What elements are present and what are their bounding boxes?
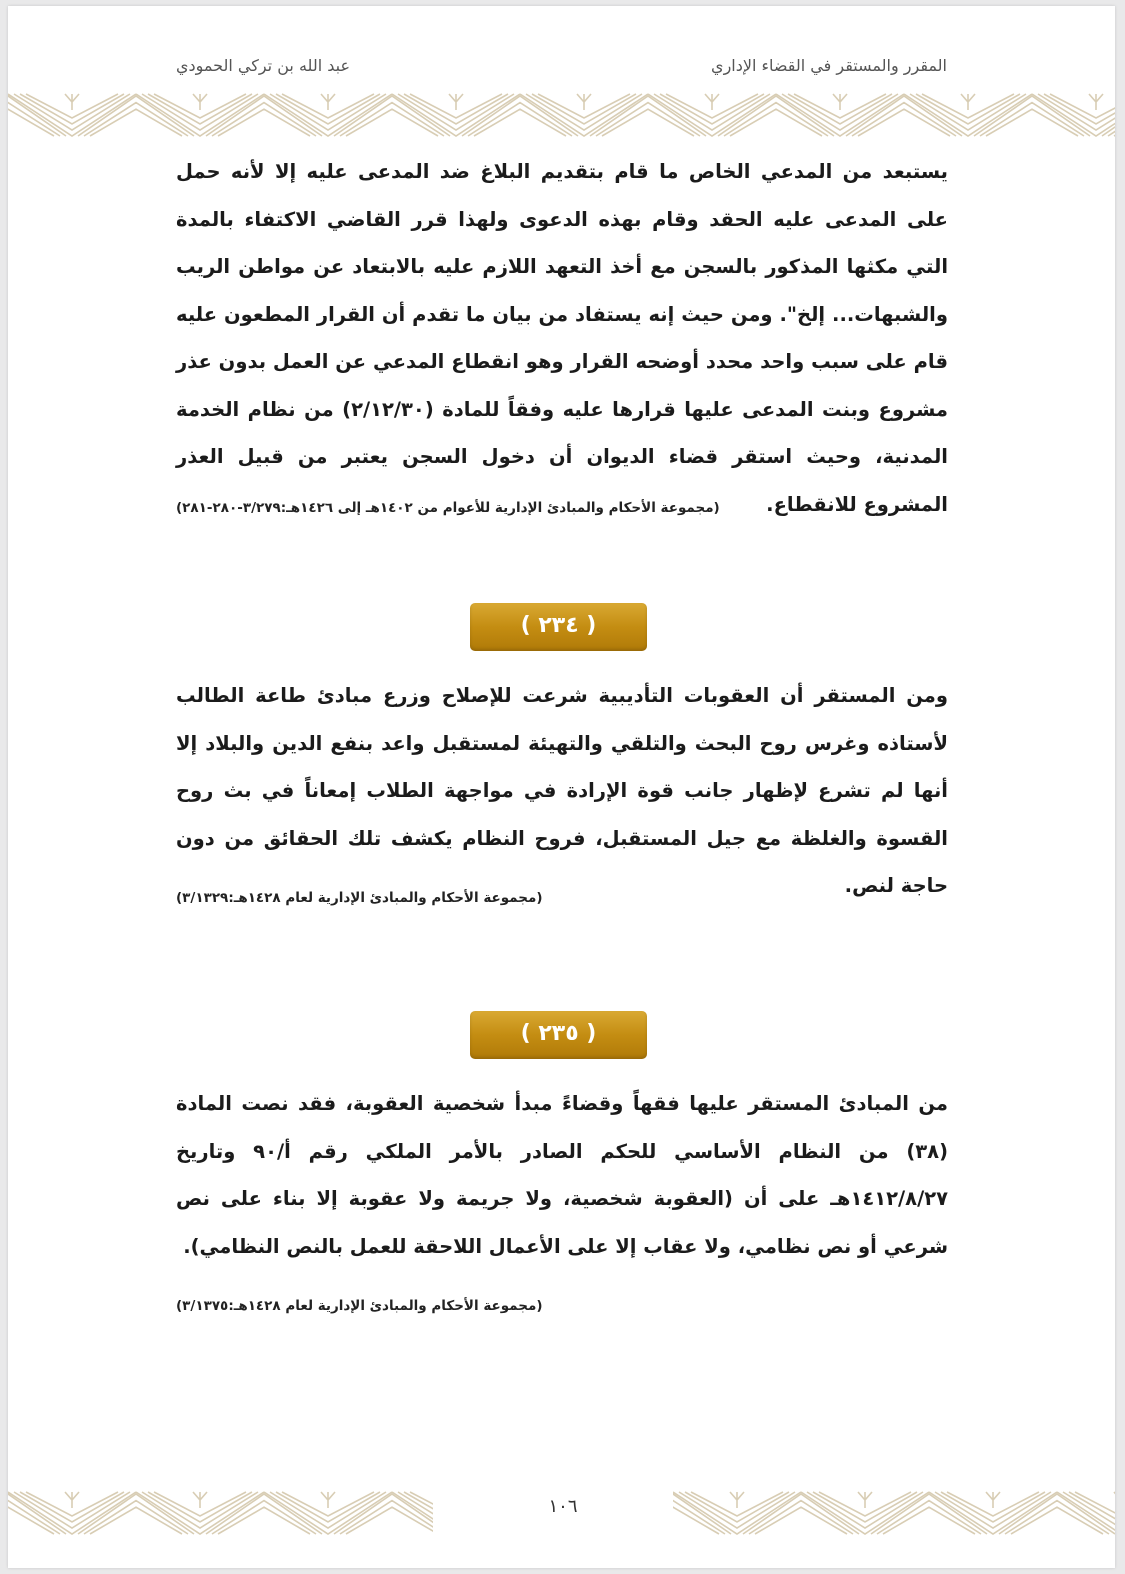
page-number: ١٠٦ (548, 1496, 578, 1517)
ornamental-band-bottom-left (8, 1488, 433, 1538)
section-number-badge-234: ( ٢٣٤ ) (470, 603, 647, 651)
ornament-pattern (673, 1488, 1115, 1538)
ornament-pattern (8, 90, 1115, 140)
citation-234: (مجموعة الأحكام والمبادئ الإدارية لعام ١٤٢٨هـ:٣/١٣٢٩) (176, 890, 543, 906)
paragraph-233-continued: يستبعد من المدعي الخاص ما قام بتقديم البلاغ ضد المدعى عليه إلا لأنه حمل على المدعى عليه الحقد وقام بهذه الدعوى ولهذا قرر القاضي الاكتفاء بالمدة التي مكثها المذكور بالسجن مع أخذ التعهد اللازم عليه بالابتعاد عن مواطن الريب والشبهات... إلخ". ومن حيث إنه يستفاد من بيان ما تقدم أن القرار المطعون عليه قام على سبب واحد محدد أوضحه القرار وهو انقطاع المدعي عن العمل بدون عذر مشروع وبنت المدعى عليها قرارها عليه وفقاً للمادة (٢/١٢/٣٠) من نظام الخدمة المدنية، وحيث استقر قضاء الديوان أن دخول السجن يعتبر من قبيل العذر المشروع للانقطاع. (176, 160, 948, 516)
paragraph-234: ومن المستقر أن العقوبات التأديبية شرعت للإصلاح وزرع مبادئ طاعة الطالب لأستاذه وغرس روح البحث والتلقي والتهيئة لمستقبل واعد بنفع الدين والبلاد إلا أنها لم تشرع لإظهار جانب قوة الإرادة في مواجهة الطلاب إمعاناً في بث روح القسوة والغلظة مع جيل المستقبل، فروح النظام يكشف تلك الحقائق من دون حاجة لنص. (176, 684, 948, 897)
header-author: عبد الله بن تركي الحمودي (176, 56, 350, 75)
citation-235: (مجموعة الأحكام والمبادئ الإدارية لعام ١٤٢٨هـ:٣/١٣٧٥) (176, 1298, 543, 1314)
ornamental-band-top (8, 90, 1115, 140)
header-book-title: المقرر والمستقر في القضاء الإداري (711, 56, 947, 75)
ornament-pattern (8, 1488, 433, 1538)
ornamental-band-bottom-right (673, 1488, 1115, 1538)
paragraph-235: من المبادئ المستقر عليها فقهاً وقضاءً مبدأ شخصية العقوبة، فقد نصت المادة (٣٨) من النظام الأساسي للحكم الصادر بالأمر الملكي رقم أ/٩٠ وتاريخ ١٤١٢/٨/٢٧هـ على أن (العقوبة شخصية، ولا جريمة ولا عقوبة إلا بناء على نص شرعي أو نص نظامي، ولا عقاب إلا على الأعمال اللاحقة للعمل بالنص النظامي). (176, 1092, 948, 1258)
section-number-badge-235: ( ٢٣٥ ) (470, 1011, 647, 1059)
document-page (8, 6, 1115, 1568)
citation-233: (مجموعة الأحكام والمبادئ الإدارية للأعوام من ١٤٠٢هـ إلى ١٤٢٦هـ:٣/٢٧٩-٢٨٠-٢٨١) (176, 500, 720, 516)
